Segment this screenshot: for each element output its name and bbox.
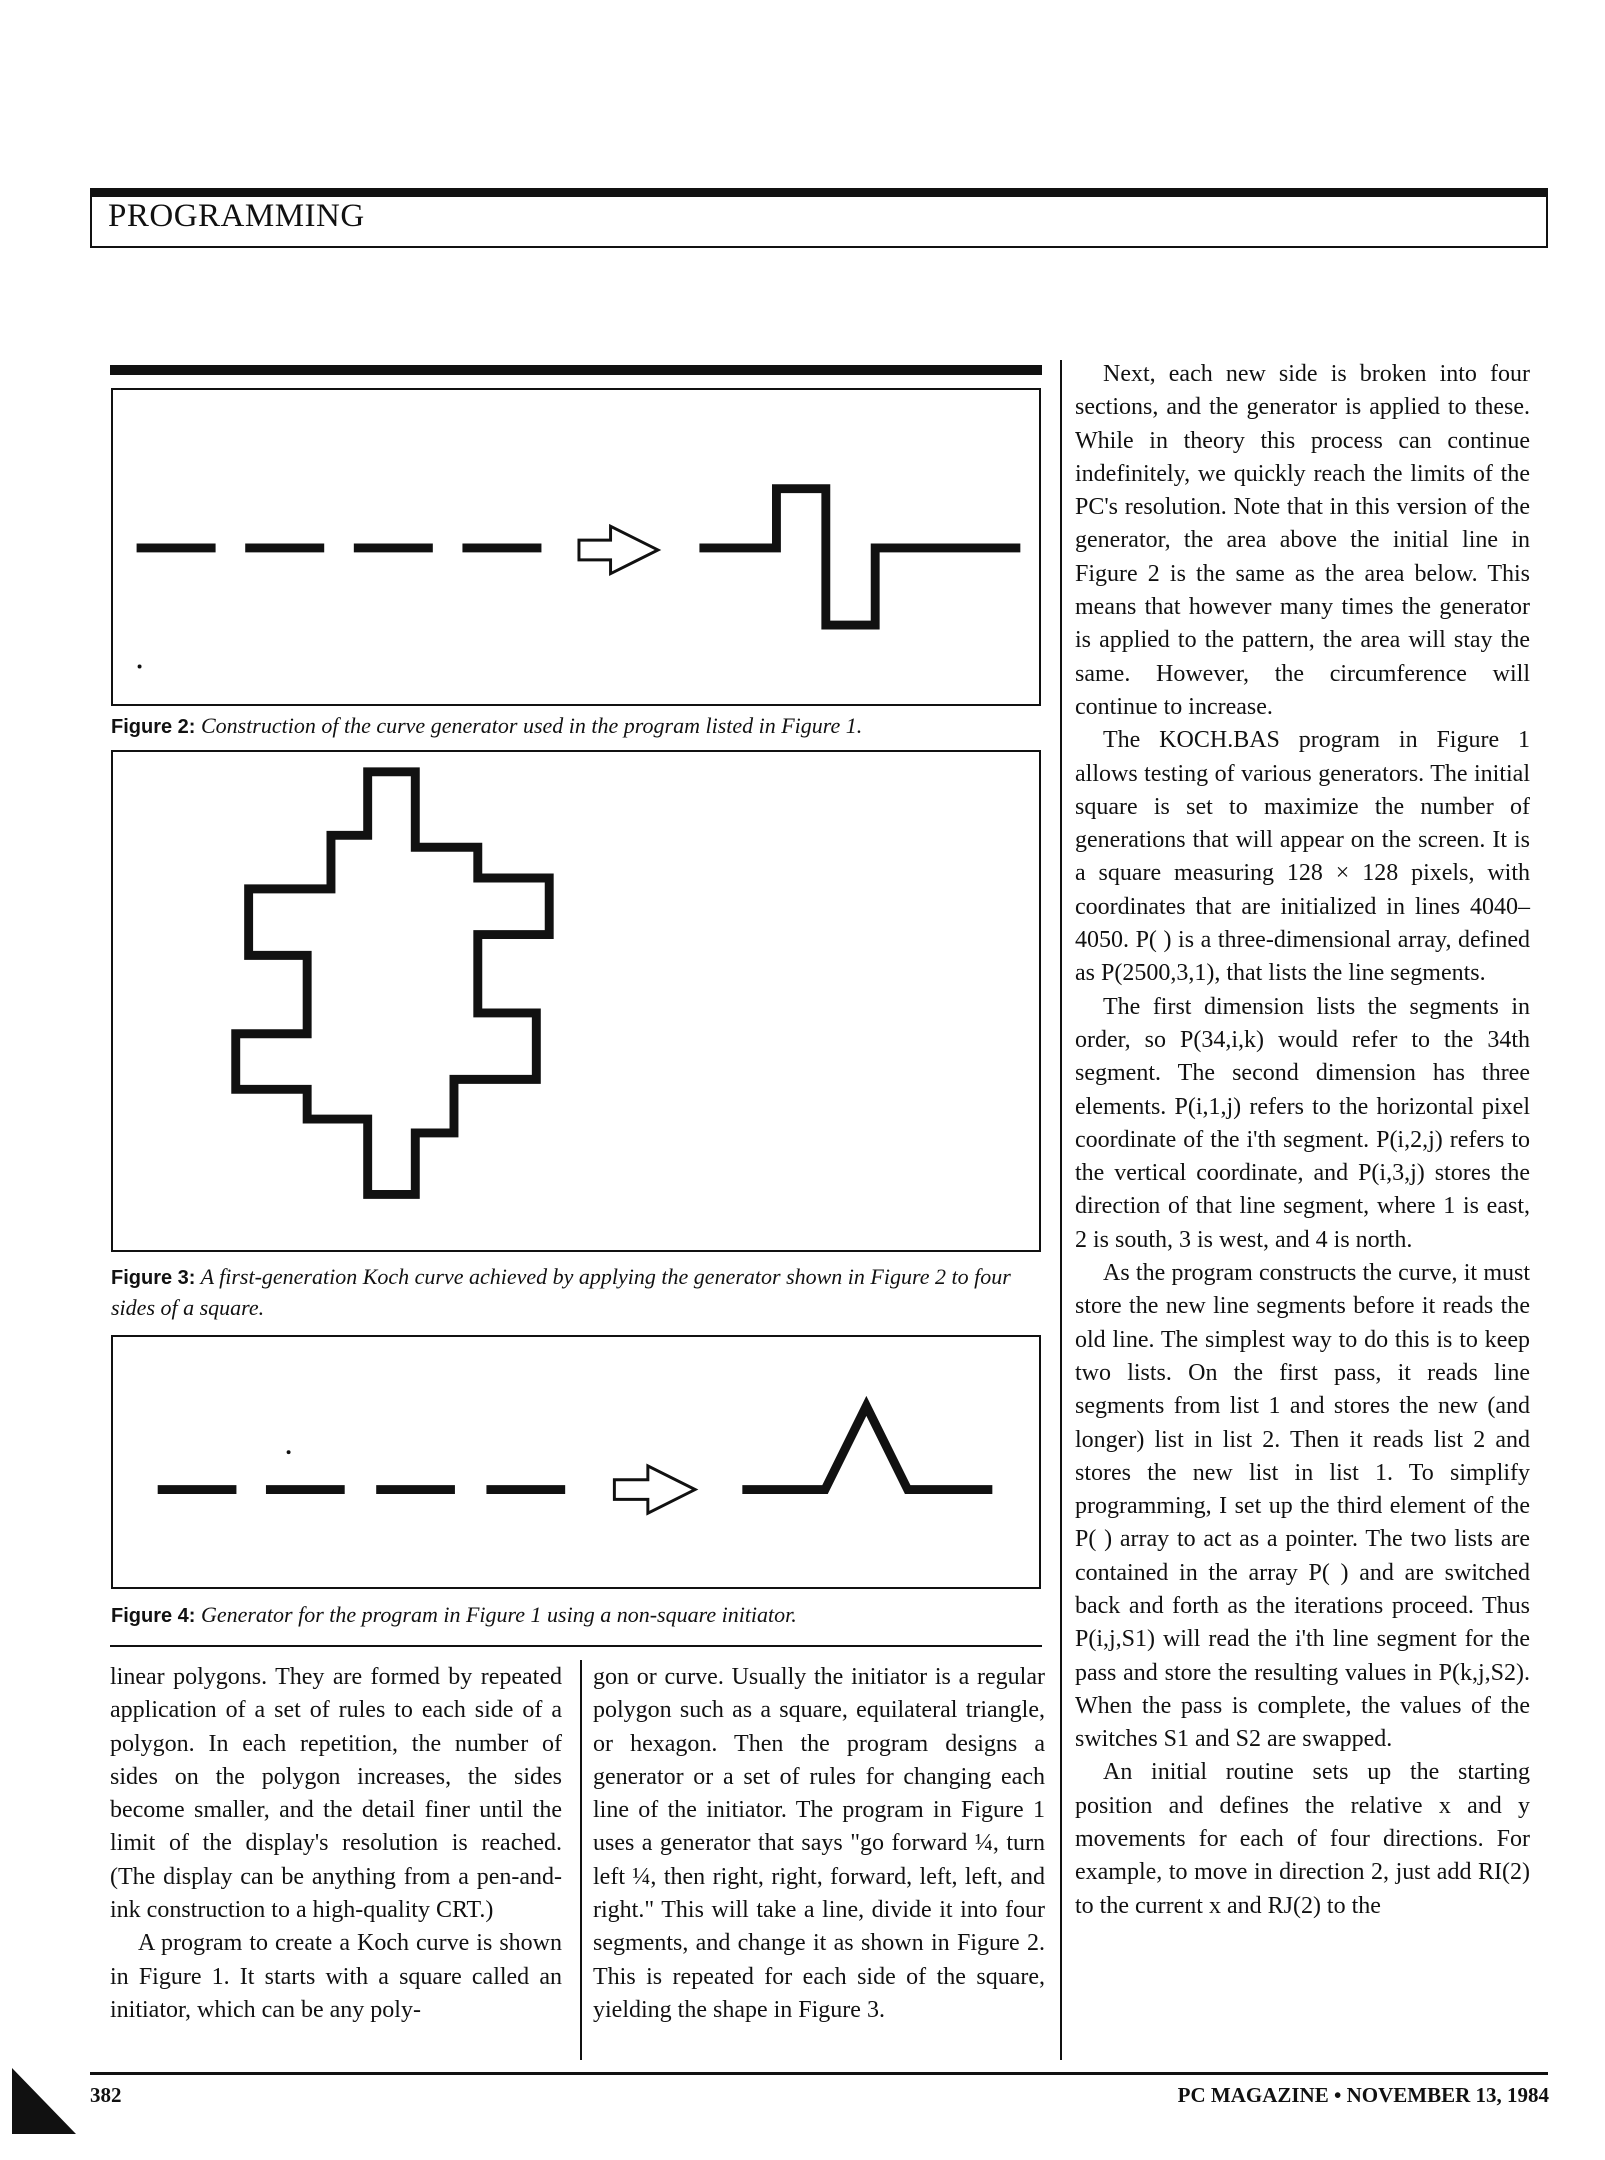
section-title: PROGRAMMING: [108, 198, 365, 234]
figure-3-caption-text: A first-generation Koch curve achieved by applying the generator shown in Figure 2 to four sides of a square.: [111, 1264, 1011, 1320]
paragraph: An initial routine sets up the starting position and defines the relative x and y movements for each of four directions. For example, to move in direction 2, just add RI(2) to the current x and RJ(2) to the: [1075, 1759, 1530, 1919]
figure-4-label: Figure 4:: [111, 1605, 196, 1627]
page-corner-triangle-icon: [12, 2068, 76, 2134]
paragraph: As the program constructs the curve, it must store the new line segments before it reads the old line. The simplest way to do this is to keep two lists. On the first pass, it reads line segments from list 1 and stores the new (and longer) list in list 2. Then it reads list 2 and stores the new list in list 1. To simplify programming, I set up the third element of the P( ) array to act as a pointer. The two lists are contained in the array P( ) and are switched back and forth as the iterations proceed. Thus P(i,j,S1) will read the i'th line segment for the pass and store the resulting values in P(k,j,S2). When the pass is complete, the values of the switches S1 and S2 are swapped.: [1075, 1260, 1530, 1753]
arrow-right-icon: [614, 1466, 695, 1513]
left-column-divider: [580, 1660, 582, 2060]
right-column: [1075, 358, 1530, 1923]
column-divider: [1060, 360, 1062, 2060]
figure-2-label: Figure 2:: [111, 716, 196, 738]
triangle-generator-curve: [742, 1406, 992, 1490]
figure-2-caption-text: Construction of the curve generator used in the program listed in Figure 1.: [200, 713, 863, 738]
left-column: [110, 1661, 562, 2027]
paragraph: The first dimension lists the segments in order, so P(34,i,k) would refer to the 34th segment. The second dimension has three elements. P(i,1,j) refers to the horizontal pixel coordinate of the i'th segment. P(i,2,j) refers to the vertical coordinate, and P(i,3,j) stores the direction of that line segment, where 1 is east, 2 is south, 3 is west, and 4 is north.: [1075, 993, 1530, 1253]
middle-column: [593, 1661, 1045, 2027]
figure-3-box: [111, 750, 1041, 1252]
footer-rule: [90, 2072, 1548, 2075]
header-left-rule: [90, 188, 92, 248]
paragraph: A program to create a Koch curve is shown in Figure 1. It starts with a square called an initiator, which can be any poly-: [110, 1930, 562, 2023]
publication-info: PC MAGAZINE • NOVEMBER 13, 1984: [1177, 2083, 1549, 2107]
header-bottom-rule: [90, 246, 1548, 248]
koch-generator-curve: [699, 489, 1020, 625]
paragraph: The KOCH.BAS program in Figure 1 allows testing of various generators. The initial square is set to maximize the number of generations that will appear on the screen. It is a square measuring 128 × 128 pixels, with coordinates that are initialized in lines 4040–4050. P( ) is a three-dimensional array, defined as P(2500,3,1), that lists the line segments.: [1075, 727, 1530, 987]
figure-3-label: Figure 3:: [111, 1267, 196, 1289]
arrow-right-icon: [579, 526, 658, 573]
figure-4-caption-text: Generator for the program in Figure 1 using a non-square initiator.: [200, 1602, 797, 1627]
paragraph: gon or curve. Usually the initiator is a regular polygon such as a square, equilateral triangle, or hexagon. Then the program designs a generator or a set of rules for changing each line of the initiator. The program in Figure 1 uses a generator that says "go forward ¼, turn left ¼, then right, right, forward, left, left, and right." This will take a line, divide it into four segments, and change it as shown in Figure 2. This is repeated for each side of the square, yielding the shape in Figure 3.: [593, 1664, 1045, 2023]
figure-4-caption: [111, 1600, 1041, 1631]
paragraph: linear polygons. They are formed by repeated application of a set of rules to each side of a polygon. In each repetition, the number of sides on the polygon increases, the sides become smaller, and the detail finer until the limit of the display's resolution is reached. (The display can be anything from a pen-and-ink construction to a high-quality CRT.): [110, 1664, 562, 1924]
figure-2-diagram: [113, 390, 1039, 704]
figure-2-box: [111, 388, 1041, 706]
figure-area-top-rule: [110, 365, 1042, 375]
speck: [138, 665, 142, 669]
header-top-rule: [90, 188, 1548, 197]
figure-4-diagram: [113, 1337, 1039, 1587]
paragraph: Next, each new side is broken into four sections, and the generator is applied to these. While in theory this process can continue indefinitely, we quickly reach the limits of the PC's resolution. Note that in this version of the generator, the area above the initial line in Figure 2 is the same as the area below. This means that however many times the generator is applied to the pattern, the area will stay the same. However, the circumference will continue to increase.: [1075, 361, 1530, 720]
figure-area-bottom-rule: [110, 1645, 1042, 1647]
figure-4-box: [111, 1335, 1041, 1589]
speck: [287, 1450, 291, 1454]
header-right-rule: [1546, 188, 1548, 248]
page-number: 382: [90, 2083, 122, 2107]
koch-first-generation-shape: [236, 772, 549, 1195]
koch-first-generation-curve: [368, 772, 550, 958]
figure-3-caption: [111, 1262, 1041, 1323]
figure-2-caption: [111, 711, 1041, 742]
figure-3-diagram: [113, 752, 1039, 1250]
